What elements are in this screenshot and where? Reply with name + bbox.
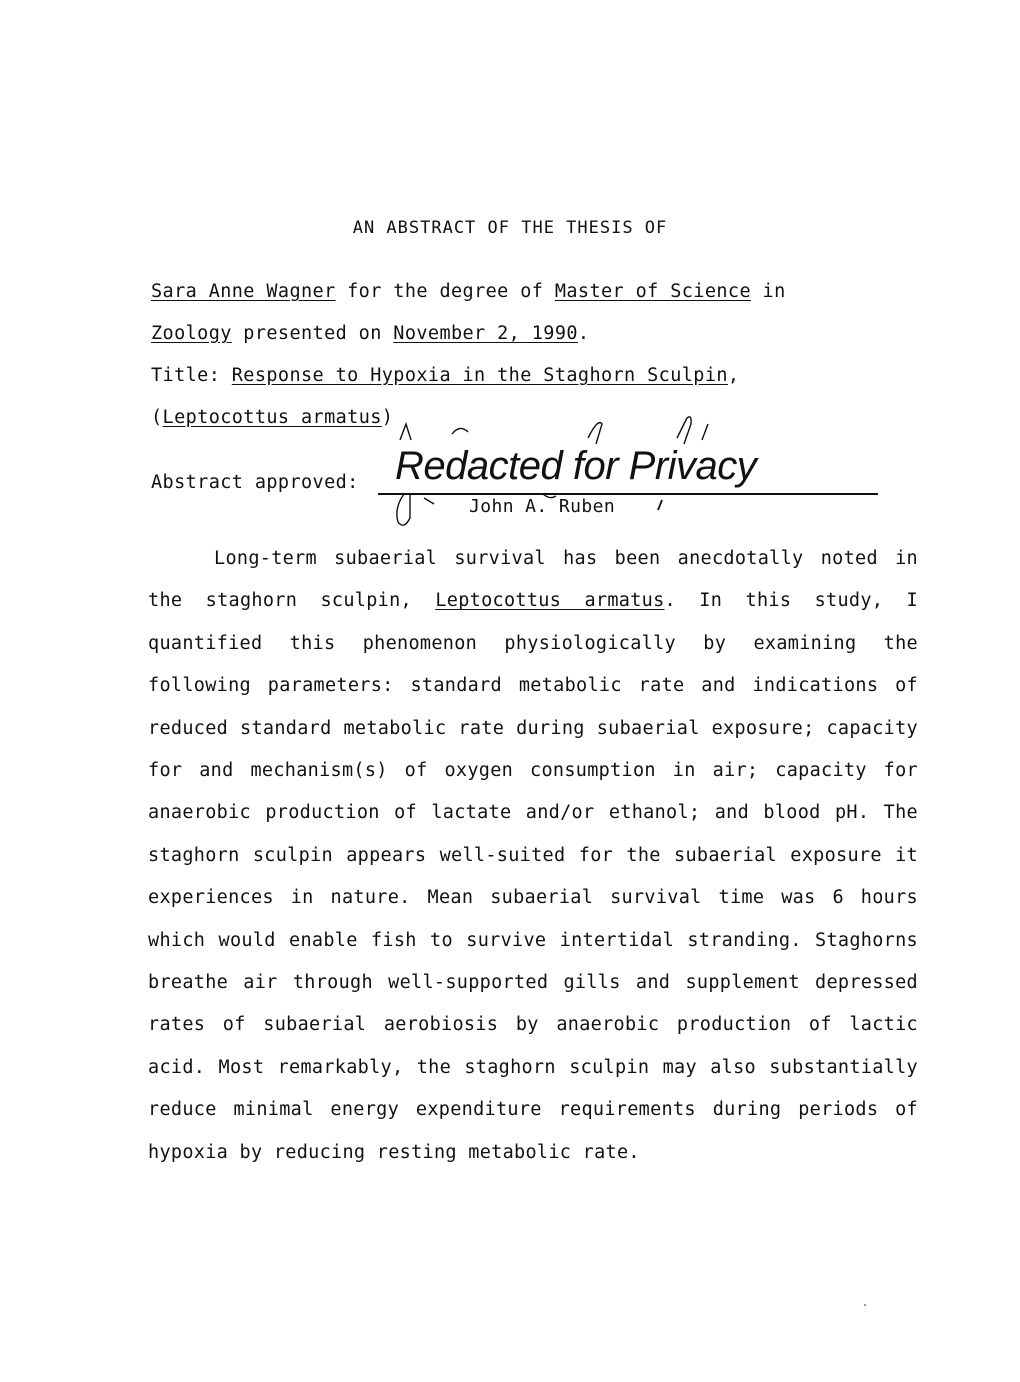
species-name: Leptocottus armatus bbox=[162, 407, 382, 428]
presentation-date: November 2, 1990 bbox=[393, 323, 578, 344]
author-in: in bbox=[751, 281, 786, 302]
author-line bbox=[151, 281, 786, 302]
abstract-paragraph bbox=[148, 538, 918, 1174]
abstract-text-part-1: Long-term subaerial survival has been anecdotally noted in the staghorn sculpin, bbox=[148, 548, 918, 612]
signature-line bbox=[378, 493, 878, 495]
redacted-stamp: Redacted for Privacy bbox=[395, 444, 757, 488]
species-close-paren: ) bbox=[381, 407, 394, 428]
abstract-text-part-2: . In this study, I quantified this phenomenon physiologically by examining the following parameters: standard metabolic rate and indications of reduced standard metabolic rate during subaerial exposure; capacity for and mechanism(s) of oxygen consumption in air; capacity for anaerobic production of lactate and/or ethanol; and blood pH. The staghorn sculpin appears well-suited for the subaerial exposure it experiences in nature. Mean subaerial survival time was 6 hours which would enable fish to survive intertidal stranding. Staghorns breathe air through well-supported gills and supplement depressed rates of subaerial aerobiosis by anaerobic production of lactic acid. Most remarkably, the staghorn sculpin may also substantially reduce minimal energy expenditure requirements during periods of hypoxia by reducing resting metabolic rate. bbox=[148, 590, 918, 1163]
field-line bbox=[151, 323, 589, 344]
field-name: Zoology bbox=[151, 323, 232, 344]
title-label: Title: bbox=[151, 365, 232, 386]
title-line bbox=[151, 365, 739, 386]
species-line bbox=[151, 407, 393, 428]
author-name: Sara Anne Wagner bbox=[151, 281, 336, 302]
scan-speck bbox=[864, 1304, 866, 1306]
title-comma: , bbox=[727, 365, 740, 386]
advisor-name: John A. Ruben bbox=[469, 496, 616, 517]
species-open-paren: ( bbox=[151, 407, 163, 428]
thesis-title: Response to Hypoxia in the Staghorn Sculpin bbox=[231, 365, 728, 386]
approval-label: Abstract approved: bbox=[151, 472, 359, 493]
author-for-degree: for the degree of bbox=[335, 281, 555, 302]
abstract-species-name: Leptocottus armatus bbox=[435, 590, 665, 612]
degree-name: Master of Science bbox=[554, 281, 751, 302]
presented-on: presented on bbox=[231, 323, 394, 344]
field-period: . bbox=[577, 323, 590, 344]
page-heading: AN ABSTRACT OF THE THESIS OF bbox=[352, 218, 668, 238]
